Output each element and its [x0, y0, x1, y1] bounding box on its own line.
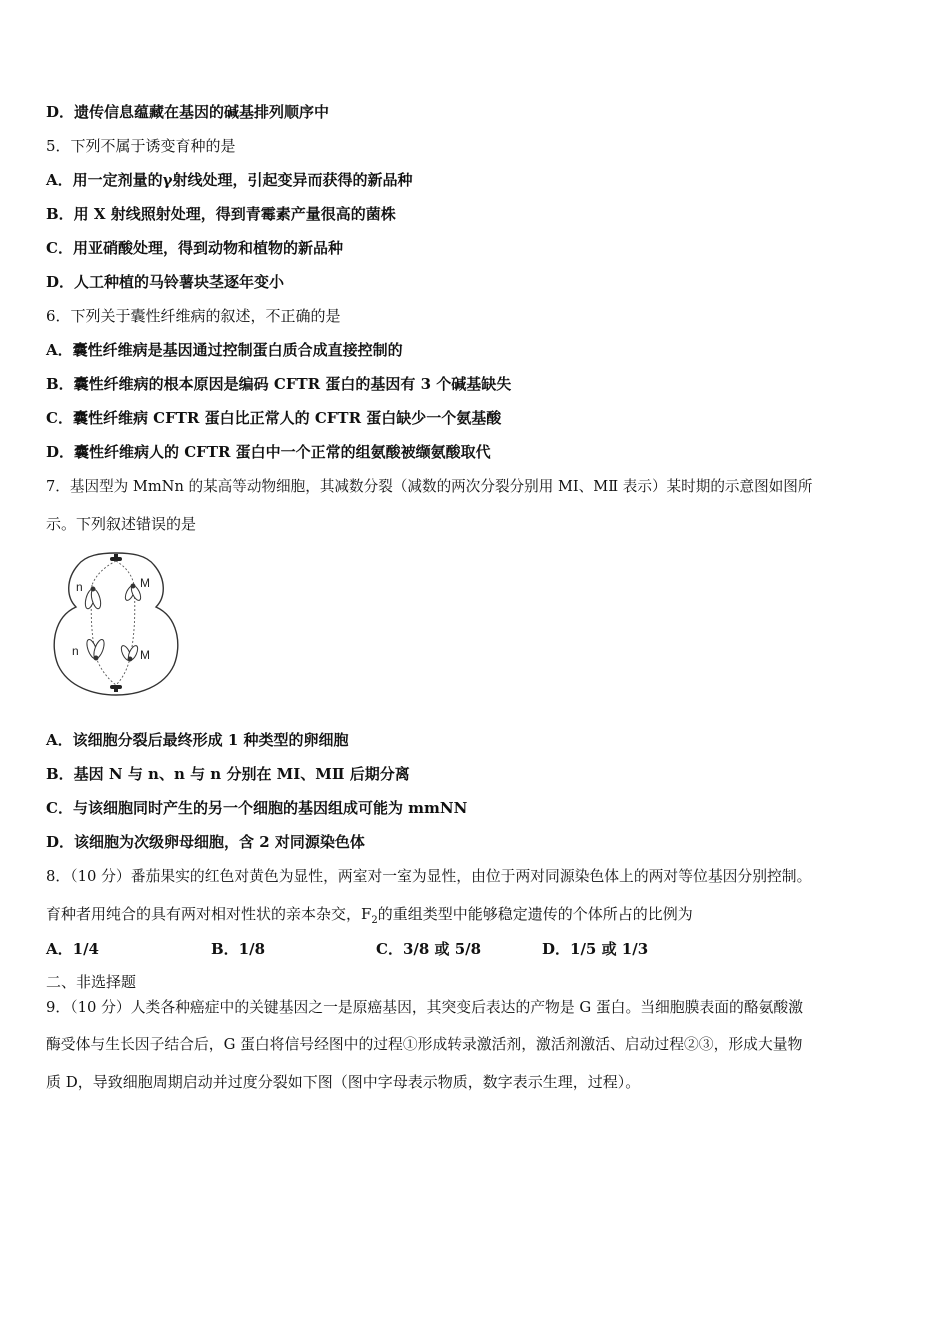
q4-option-d: D．遗传信息蕴藏在基因的碱基排列顺序中 [46, 103, 330, 121]
label-m-top: M [140, 576, 150, 590]
q5-option-b: B．用 X 射线照射处理，得到青霉素产量很高的菌株 [46, 205, 396, 223]
chromosome-n-bottom [85, 638, 106, 660]
q8-stem-line-1: 8．（10 分）番茄果实的红色对黄色为显性，两室对一室为显性，由位于两对同源染色体上的两对等位基因分别控制。 [46, 868, 812, 885]
q7-option-d: D．该细胞为次级卵母细胞，含 2 对同源染色体 [46, 833, 365, 851]
spindle-fibers [91, 561, 135, 685]
q6-option-b: B．囊性纤维病的根本原因是编码 CFTR 蛋白的基因有 3 个碱基缺失 [46, 375, 512, 393]
q6-option-d: D．囊性纤维病人的 CFTR 蛋白中一个正常的组氨酸被缬氨酸取代 [46, 443, 491, 461]
q5-stem: 5．下列不属于诱变育种的是 [46, 137, 236, 155]
q5-option-d: D．人工种植的马铃薯块茎逐年变小 [46, 273, 285, 291]
q7-stem-line-2: 示。下列叙述错误的是 [46, 515, 197, 533]
q8-stem-line-2-post: 的重组类型中能够稳定遗传的个体所占的比例为 [377, 905, 693, 923]
q9-line-2: 酶受体与生长因子结合后，G 蛋白将信号经图中的过程①形成转录激活剂，激活剂激活、启动过程②③，形成大量物 [46, 1036, 803, 1053]
q8-options-row [46, 938, 926, 958]
section-2-title: 二、非选择题 [46, 973, 137, 991]
q8-stem-line-2 [46, 904, 693, 931]
q8-option-c: C．3/8 或 5/8 [376, 940, 482, 958]
label-m-bottom: M [140, 648, 150, 662]
q7-stem-line-1: 7．基因型为 MmNn 的某高等动物细胞，其减数分裂（减数的两次分裂分别用 MⅠ、MⅡ 表示）某时期的示意图如图所 [46, 478, 813, 495]
spindle-pole-bottom [110, 685, 122, 692]
q8-option-b: B．1/8 [211, 940, 266, 958]
spindle-pole-top [110, 554, 122, 561]
q8-option-d: D．1/5 或 1/3 [542, 940, 649, 958]
q7-option-a: A．该细胞分裂后最终形成 1 种类型的卵细胞 [46, 731, 349, 749]
q7-option-c: C．与该细胞同时产生的另一个细胞的基因组成可能为 mmNN [46, 799, 468, 817]
q6-option-c: C．囊性纤维病 CFTR 蛋白比正常人的 CFTR 蛋白缺少一个氨基酸 [46, 409, 502, 427]
label-n-bottom: n [72, 644, 79, 658]
q6-stem: 6．下列关于囊性纤维病的叙述，不正确的是 [46, 307, 341, 325]
chromosome-m-bottom [119, 644, 139, 661]
q9-line-1: 9．（10 分）人类各种癌症中的关键基因之一是原癌基因，其突变后表达的产物是 G 蛋白。当细胞膜表面的酪氨酸激 [46, 999, 804, 1016]
q7-option-b: B．基因 N 与 n、n 与 n 分别在 MⅠ、MⅡ 后期分离 [46, 765, 410, 783]
cell-membrane [54, 553, 178, 695]
chromosome-n-top [84, 587, 103, 610]
q5-option-c: C．用亚硝酸处理，得到动物和植物的新品种 [46, 239, 343, 257]
label-n-top: n [76, 580, 83, 594]
q8-option-a: A．1/4 [46, 940, 99, 958]
q8-stem-line-2-pre: 育种者用纯合的具有两对相对性状的亲本杂交，F [46, 905, 372, 923]
cell-division-figure [46, 545, 186, 700]
q8-subscript: 2 [371, 915, 378, 926]
q5-option-a: A．用一定剂量的γ射线处理，引起变异而获得的新品种 [46, 171, 413, 189]
q9-line-3: 质 D，导致细胞周期启动并过度分裂如下图（图中字母表示物质，数字表示生理，过程）。 [46, 1073, 641, 1091]
q6-option-a: A．囊性纤维病是基因通过控制蛋白质合成直接控制的 [46, 341, 403, 359]
